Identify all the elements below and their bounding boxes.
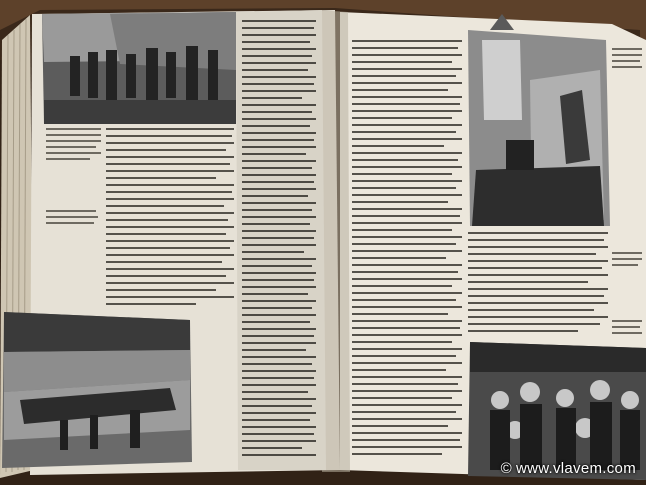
- photo-tank-town-square: [468, 14, 610, 226]
- watermark: [501, 460, 636, 477]
- right-mid-text: [468, 232, 608, 332]
- photo-bridge-crossing: [2, 312, 192, 468]
- left-shaded-column: [236, 10, 326, 470]
- watermark-text: www.vlavem.com: [515, 460, 636, 477]
- copyright-icon: ©: [500, 460, 512, 477]
- photo-soldiers-marching: [42, 12, 236, 124]
